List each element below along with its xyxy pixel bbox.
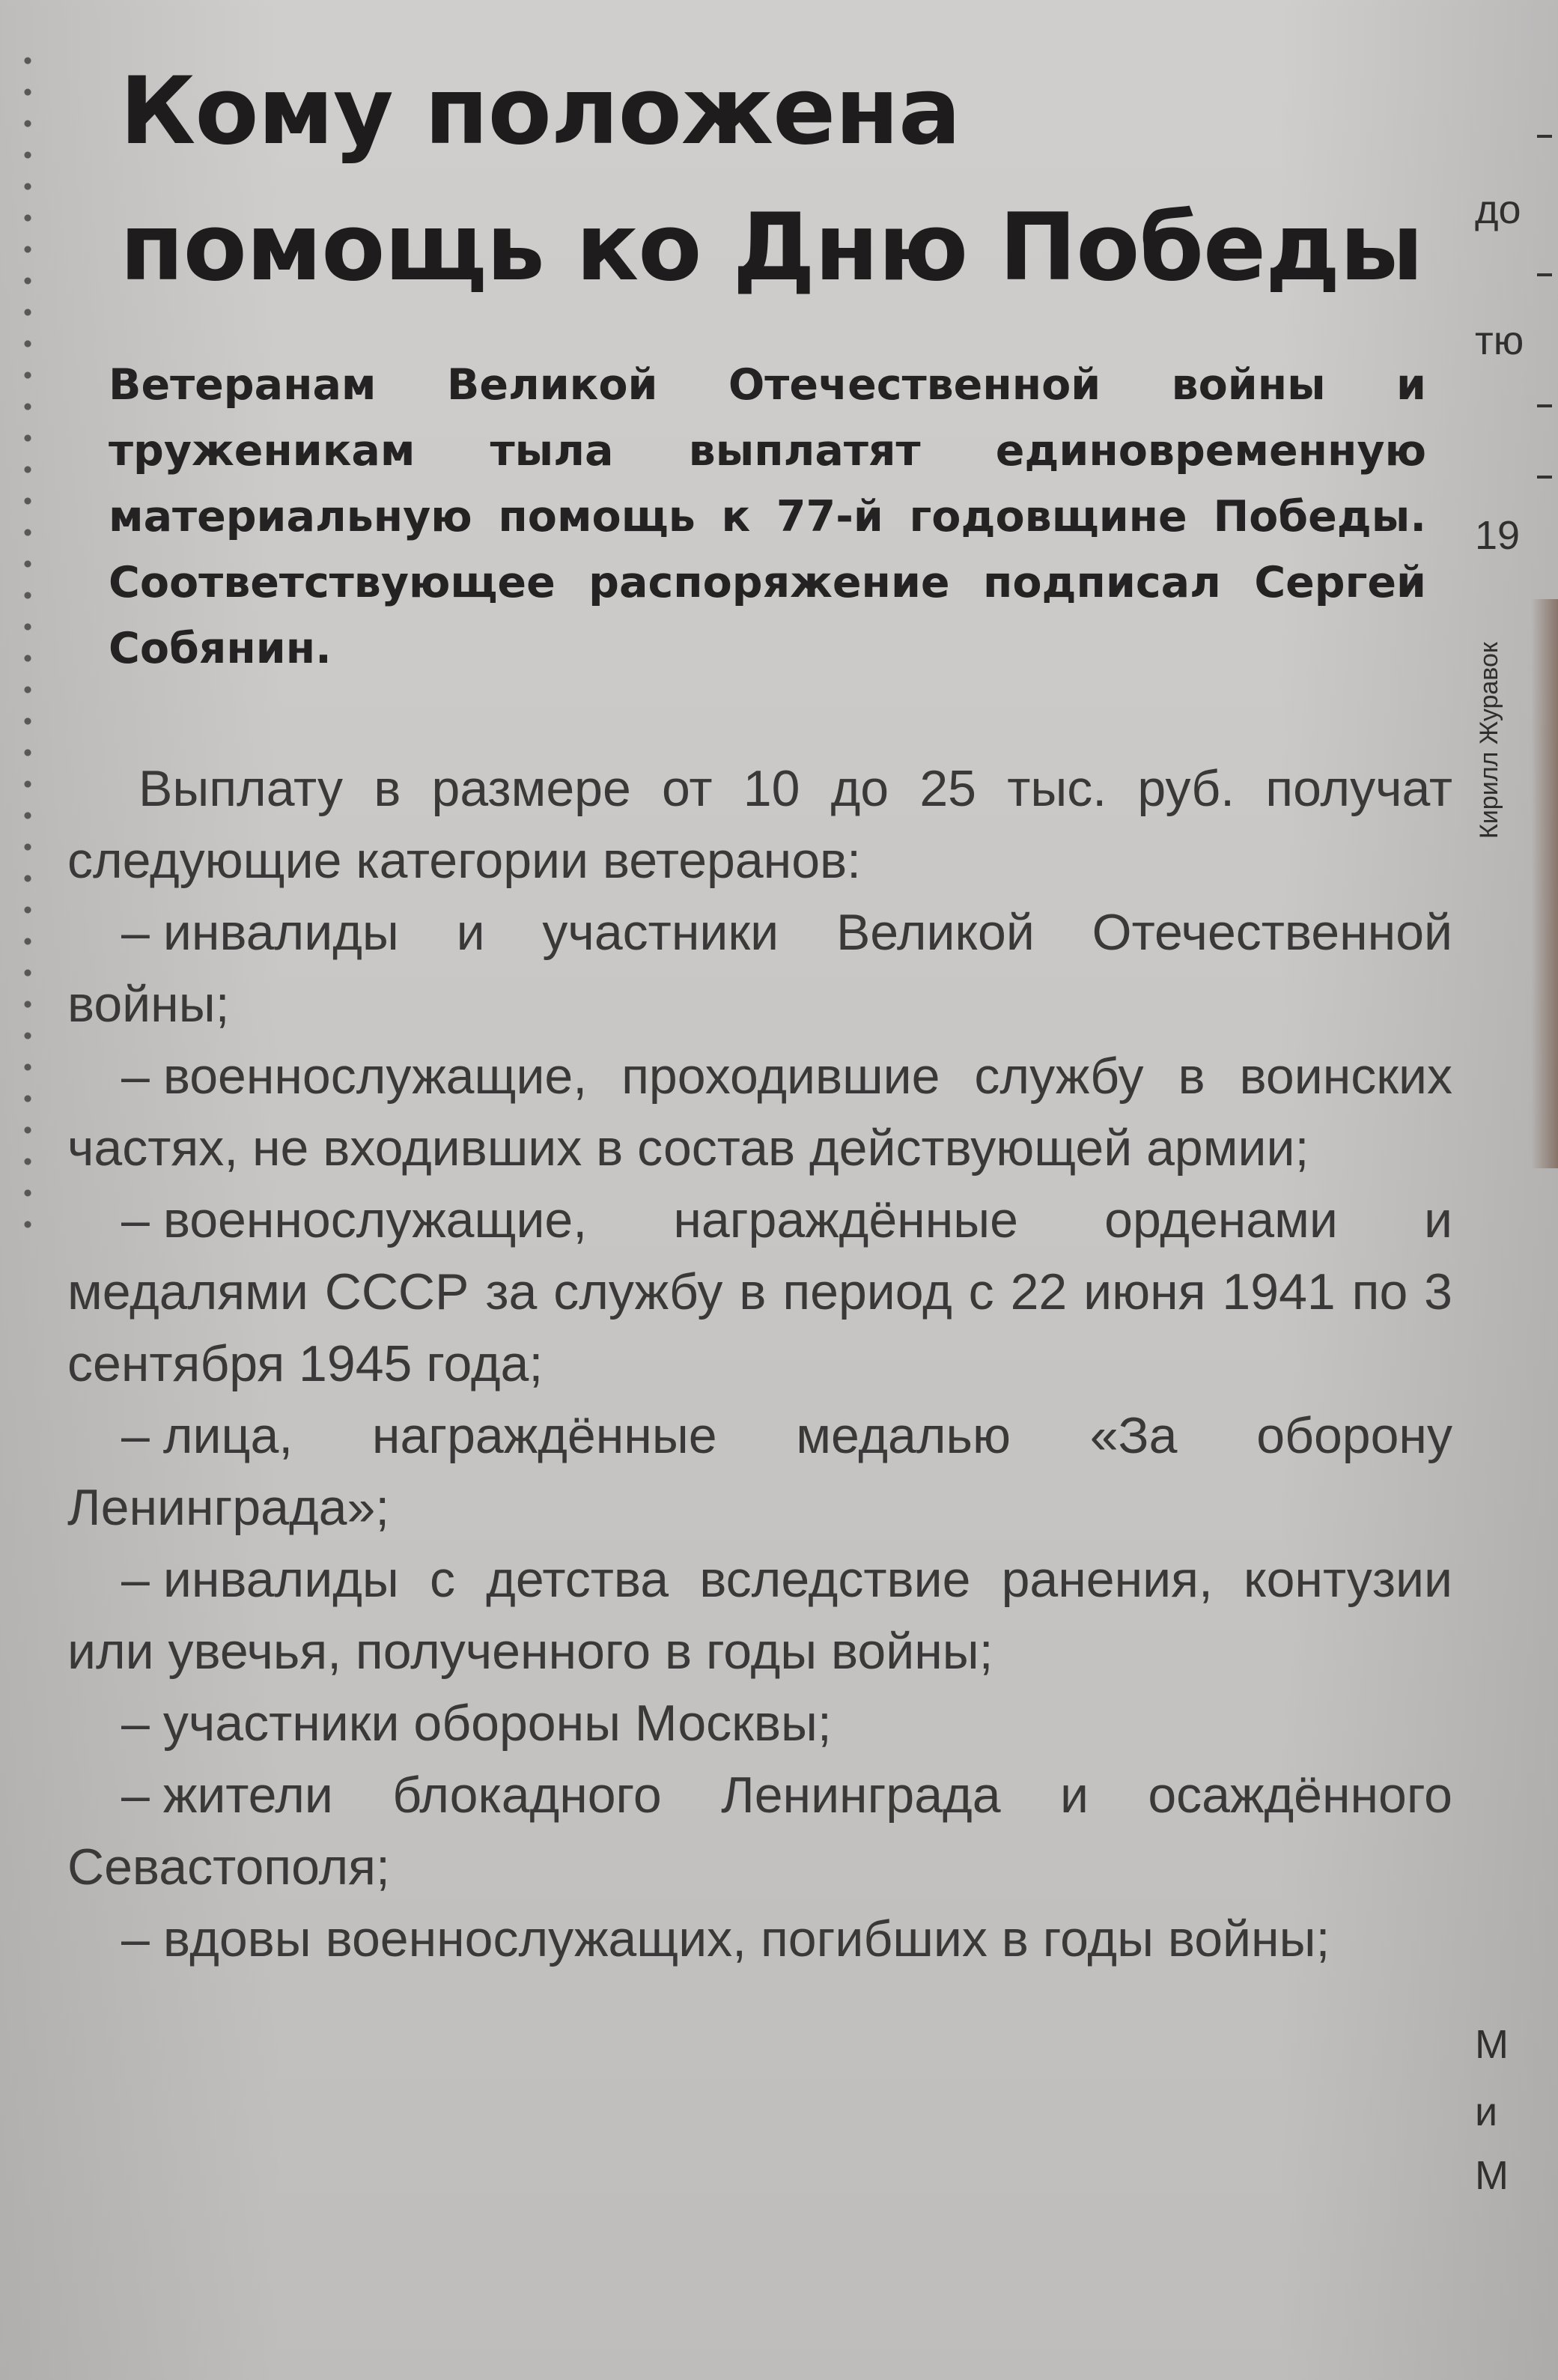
article-headline [120, 43, 1437, 316]
category-text: участники обороны Москвы; [162, 1695, 832, 1752]
list-dash: – [121, 904, 150, 961]
category-item [67, 1687, 1452, 1759]
category-item [67, 1400, 1452, 1543]
category-text: вдовы военнослужащих, погибших в годы войны; [162, 1910, 1330, 1967]
side-fragment: до [1475, 187, 1521, 232]
category-text: жители блокадного Ленинграда и осаждённого Севастополя; [67, 1767, 1452, 1895]
list-dash: – [121, 1551, 150, 1608]
article-body [67, 753, 1452, 1975]
list-dash: – [121, 1910, 150, 1967]
list-dash: – [121, 1048, 150, 1105]
side-fragment: тю [1475, 318, 1524, 363]
small-rule [1537, 135, 1552, 138]
eligible-categories-list [67, 896, 1452, 1975]
small-rule [1537, 404, 1552, 407]
category-item [67, 1903, 1452, 1975]
category-text: военнослужащие, награждённые орденами и медалями СССР за службу в период с 22 июня 1941 по 3 сентября 1945 года; [67, 1191, 1452, 1392]
category-item [67, 896, 1452, 1040]
category-item [67, 1543, 1452, 1687]
category-item [67, 1040, 1452, 1184]
category-item [67, 1184, 1452, 1400]
adjacent-column-fragment [1467, 0, 1558, 2380]
list-dash: – [121, 1191, 150, 1248]
headline-line-1: Кому положена [120, 58, 961, 166]
list-dash: – [121, 1767, 150, 1824]
category-text: инвалиды с детства вследствие ранения, контузии или увечья, полученного в годы войны; [67, 1551, 1452, 1680]
list-dash: – [121, 1695, 150, 1752]
category-text: лица, награждённые медалью «За оборону Ленинграда»; [67, 1407, 1452, 1536]
side-fragment: М [1475, 2153, 1509, 2198]
photo-credit: Кирилл Журавок [1475, 642, 1503, 839]
category-item [67, 1759, 1452, 1903]
headline-line-2: помощь ко Дню Победы [120, 194, 1423, 302]
side-fragment: и [1475, 2089, 1498, 2134]
category-text: инвалиды и участники Великой Отечественной войны; [67, 904, 1452, 1033]
list-dash: – [121, 1407, 150, 1464]
article-lead: Ветеранам Великой Отечественной войны и труженикам тыла выплатят единовременную материальную помощь к 77-й годовщине Победы. Соответствующее распоряжение подписал Сергей Собянин. [109, 360, 1426, 673]
small-rule [1537, 476, 1552, 479]
perforation-dots [13, 45, 51, 1243]
side-fragment: М [1475, 2022, 1509, 2067]
article-intro: Выплату в размере от 10 до 25 тыс. руб. получат следующие категории ветеранов: [67, 760, 1452, 889]
small-rule [1537, 273, 1552, 276]
category-text: военнослужащие, проходившие службу в воинских частях, не входивших в состав действующей армии; [67, 1048, 1452, 1177]
side-fragment: 19 [1475, 513, 1521, 558]
